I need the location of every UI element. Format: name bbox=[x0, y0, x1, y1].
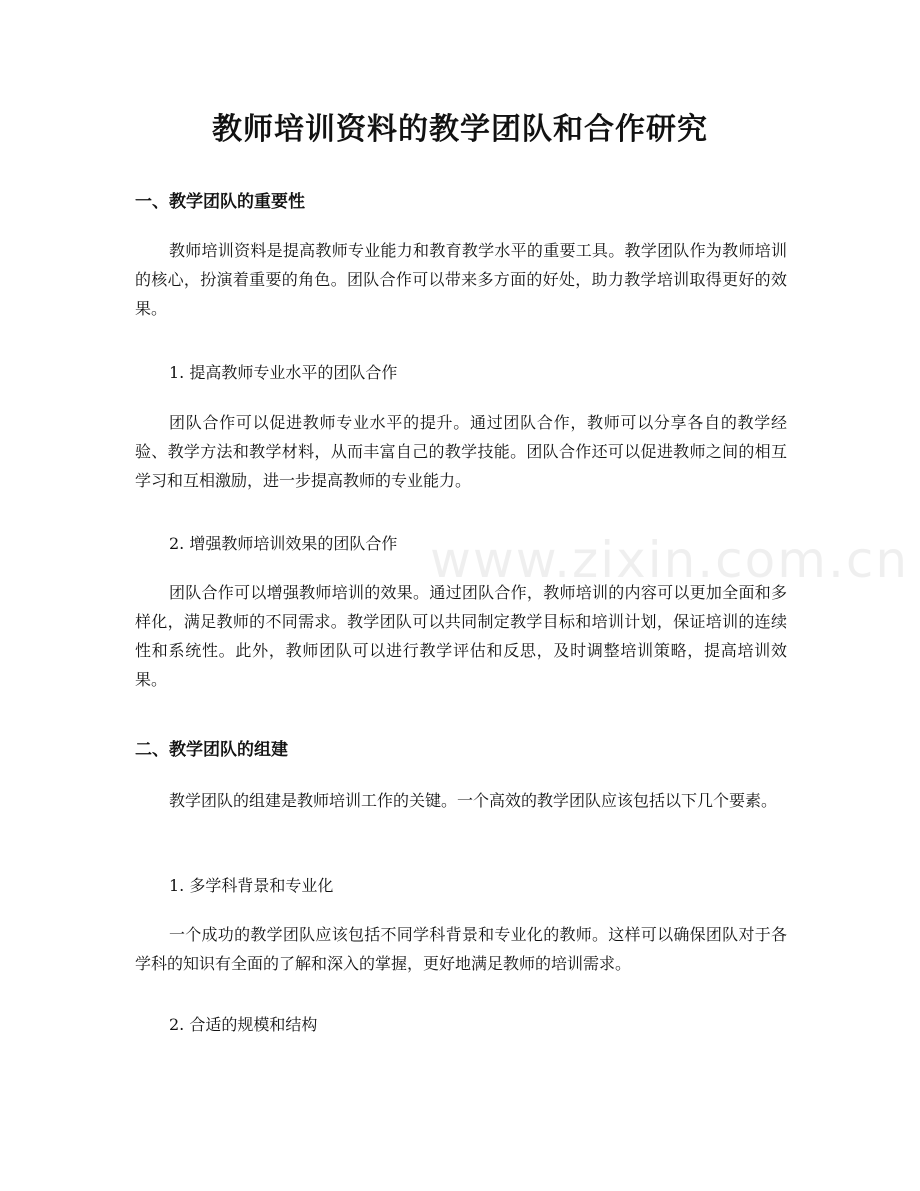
section1-item1-paragraph: 团队合作可以促进教师专业水平的提升。通过团队合作，教师可以分享各自的教学经验、教学方法和教学材料，从而丰富自己的教学技能。团队合作还可以促进教师之间的相互学习和互相激励，进一步提高教师的专业能力。 bbox=[135, 413, 787, 490]
watermark: www.zixin.com.cn bbox=[430, 531, 910, 589]
section-heading-2: 二、教学团队的组建 bbox=[135, 740, 288, 760]
section1-item1-title: 1. 提高教师专业水平的团队合作 bbox=[169, 363, 398, 382]
section1-intro-paragraph: 教师培训资料是提高教师专业能力和教育教学水平的重要工具。教学团队作为教师培训的核心，扮演着重要的角色。团队合作可以带来多方面的好处，助力教学培训取得更好的效果。 bbox=[135, 241, 787, 318]
section2-item2-title: 2. 合适的规模和结构 bbox=[169, 1015, 318, 1034]
section1-item2-title: 2. 增强教师培训效果的团队合作 bbox=[169, 534, 398, 553]
section-heading-1: 一、教学团队的重要性 bbox=[135, 192, 305, 212]
section1-item2-paragraph: 团队合作可以增强教师培训的效果。通过团队合作，教师培训的内容可以更加全面和多样化，满足教师的不同需求。教学团队可以共同制定教学目标和培训计划，保证培训的连续性和系统性。此外，教师团队可以进行教学评估和反思，及时调整培训策略，提高培训效果。 bbox=[135, 583, 787, 689]
section2-intro-paragraph: 教学团队的组建是教师培训工作的关键。一个高效的教学团队应该包括以下几个要素。 bbox=[169, 791, 778, 810]
section2-item1-title: 1. 多学科背景和专业化 bbox=[169, 876, 334, 895]
document-title: 教师培训资料的教学团队和合作研究 bbox=[212, 112, 708, 147]
section2-item1-paragraph: 一个成功的教学团队应该包括不同学科背景和专业化的教师。这样可以确保团队对于各学科的知识有全面的了解和深入的掌握，更好地满足教师的培训需求。 bbox=[135, 925, 787, 973]
